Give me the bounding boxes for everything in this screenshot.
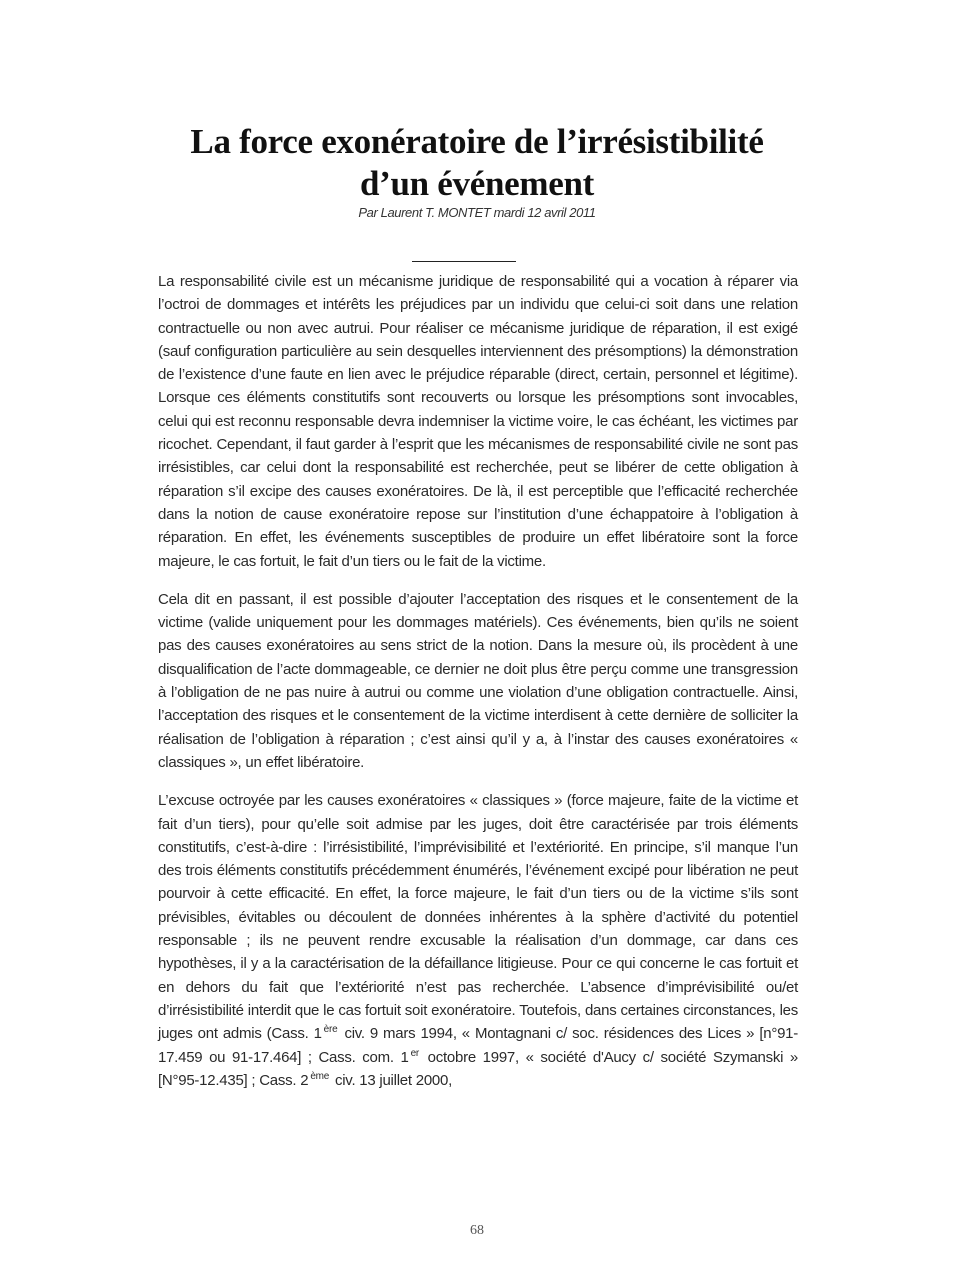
superscript-ere: ère — [323, 1024, 338, 1036]
paragraph-3 — [158, 789, 798, 1092]
title-separator — [412, 261, 516, 262]
article-body — [158, 270, 798, 1107]
page-number: 68 — [470, 1223, 484, 1238]
superscript-eme: ème — [310, 1070, 330, 1082]
author-byline: Par Laurent T. MONTET mardi 12 avril 2011 — [358, 205, 596, 220]
document-title — [120, 121, 834, 205]
superscript-er: er — [410, 1047, 419, 1059]
paragraph-2: Cela dit en passant, il est possible d’ajouter l’acceptation des risques et le consentement de la victime (valide uniquement pour les dommages matériels). Ces événements, bien qu’ils ne soient pas des causes exonératoires au sens strict de la notion. Dans la mesure où, ils procèdent à une disqualification de l’acte dommageable, ce dernier ne doit plus être perçu comme une transgression à l’obligation de ne pas nuire à autrui ou comme une violation d’une obligation contractuelle. Ainsi, l’acceptation des risques et le consentement de la victime interdisent à cette dernière de solliciter la réalisation de l’obligation à réparation ; c’est ainsi qu’il y a, à l’instar des causes exonératoires « classiques », un effet libératoire. — [158, 590, 798, 771]
paragraph-3-text-a: L’excuse octroyée par les causes exonératoires « classiques » (force majeure, faite de la victime et fait d’un tiers), pour qu’elle soit admise par les juges, doit être caractérisée par trois éléments constitutifs, c’est-à-dire : l’irrésistibilité, l’imprévisibilité et l’extériorité. En principe, s’il manque l’un des trois éléments constitutifs précédemment énumérés, l’événement excipé pour libération ne peut pourvoir à cette efficacité. En effet, la force majeure, le fait d’un tiers ou de la victime s’ils sont prévisibles, évitables ou découlent de données inhérentes à la sphère d’activité du potentiel responsable ; ils ne peuvent rendre excusable la réalisation d’un dommage, car dans ces hypothèses, il y a la caractérisation de la défaillance litigieuse. Pour ce qui concerne le cas fortuit et en dehors du fait que l’extériorité n’est pas recherchée. L’absence d’imprévisibilité ou/et d’irrésistibilité interdit que le cas fortuit soit exonératoire. Toutefois, dans certaines circonstances, les juges ont admis (Cass. 1 — [158, 792, 798, 1043]
paragraph-3-text-c: octobre 1997, « société d'Aucy c/ société Szymanski » [N°95-12.435] ; Cass. 2 — [158, 1048, 799, 1089]
title-line-1: La force exonératoire de l’irrésistibilité — [190, 122, 764, 161]
paragraph-1: La responsabilité civile est un mécanisme juridique de responsabilité qui a vocation à réparer via l’octroi de dommages et intérêts les préjudices par un individu que celui-ci soit dans une relation contractuelle ou non avec autrui. Pour réaliser ce mécanisme juridique de réparation, il est exigé (sauf configuration particulière au sein desquelles interviennent des présomptions) la démonstration de l’existence d’une faute en lien avec le préjudice réparable (direct, certain, personnel et légitime). Lorsque ces éléments constitutifs sont recouverts ou lorsque les présomptions sont invocables, celui qui est reconnu responsable devra indemniser la victime voire, le cas échéant, les victimes par ricochet. Cependant, il faut garder à l’esprit que les mécanismes de responsabilité civile ne sont pas irrésistibles, car celui dont la responsabilité est recherchée, peut se libérer de cette obligation à réparation s’il excipe des causes exonératoires. De là, il est perceptible que l’efficacité recherchée dans la notion de cause exonératoire repose sur l’institution d’une échappatoire à l’obligation à réparation. En effet, les événements susceptibles de produire un effet libératoire sont la force majeure, le cas fortuit, le fait d’un tiers ou le fait de la victime. — [158, 273, 798, 570]
title-line-2: d’un événement — [360, 164, 594, 203]
paragraph-3-text-d: civ. 13 juillet 2000, — [334, 1071, 453, 1089]
paragraph-3-text-b: civ. 9 mars 1994, « Montagnani c/ soc. résidences des Lices » [n°91-17.459 ou 91-17.464] ; Cass. com. 1 — [158, 1025, 799, 1066]
